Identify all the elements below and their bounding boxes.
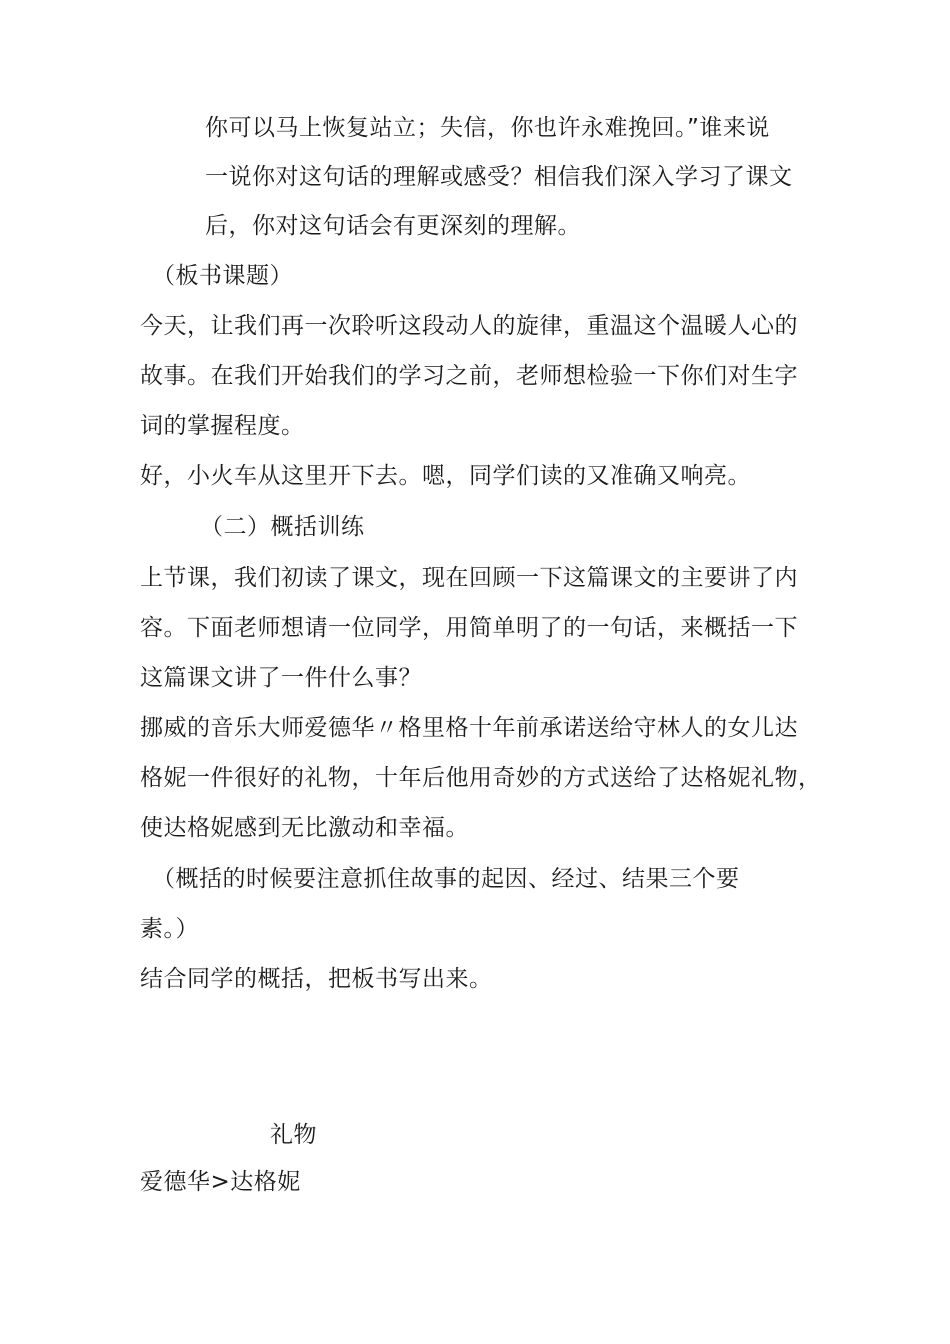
text-line-17: 素。） [140, 916, 199, 942]
board-title-note: （板书课题） [152, 263, 293, 289]
text-line-6: 故事。在我们开始我们的学习之前，老师想检验一下你们对生字 [140, 363, 798, 389]
text-line-18: 结合同学的概括，把板书写出来。 [140, 966, 493, 992]
text-line-12: 这篇课文讲了一件什么事？ [140, 665, 422, 691]
text-line-11: 容。下面老师想请一位同学，用简单明了的一句话，来概括一下 [140, 615, 798, 641]
text-line-1: 你可以马上恢复站立；失信，你也许永难挽回。”谁来说 [205, 115, 770, 141]
text-line-15: 使达格妮感到无比激动和幸福。 [140, 815, 469, 841]
text-line-2: 一说你对这句话的理解或感受？相信我们深入学习了课文 [205, 164, 793, 190]
text-line-7: 词的掌握程度。 [140, 413, 305, 439]
text-line-3: 后，你对这句话会有更深刻的理解。 [205, 213, 581, 239]
board-bottom-label: 爱德华>达格妮 [140, 1169, 301, 1195]
text-line-8: 好，小火车从这里开下去。嗯，同学们读的又准确又响亮。 [140, 463, 751, 489]
text-line-16: （概括的时候要注意抓住故事的起因、经过、结果三个要 [152, 866, 740, 892]
board-top-label: 礼物 [270, 1122, 317, 1148]
text-line-13: 挪威的音乐大师爱德华〃格里格十年前承诺送给守林人的女儿达 [140, 715, 798, 741]
section-heading: （二）概括训练 [200, 514, 365, 540]
text-line-10: 上节课，我们初读了课文，现在回顾一下这篇课文的主要讲了内 [140, 565, 798, 591]
text-line-14: 格妮一件很好的礼物，十年后他用奇妙的方式送给了达格妮礼物， [140, 765, 822, 791]
text-line-5: 今天，让我们再一次聆听这段动人的旋律，重温这个温暖人心的 [140, 313, 798, 339]
